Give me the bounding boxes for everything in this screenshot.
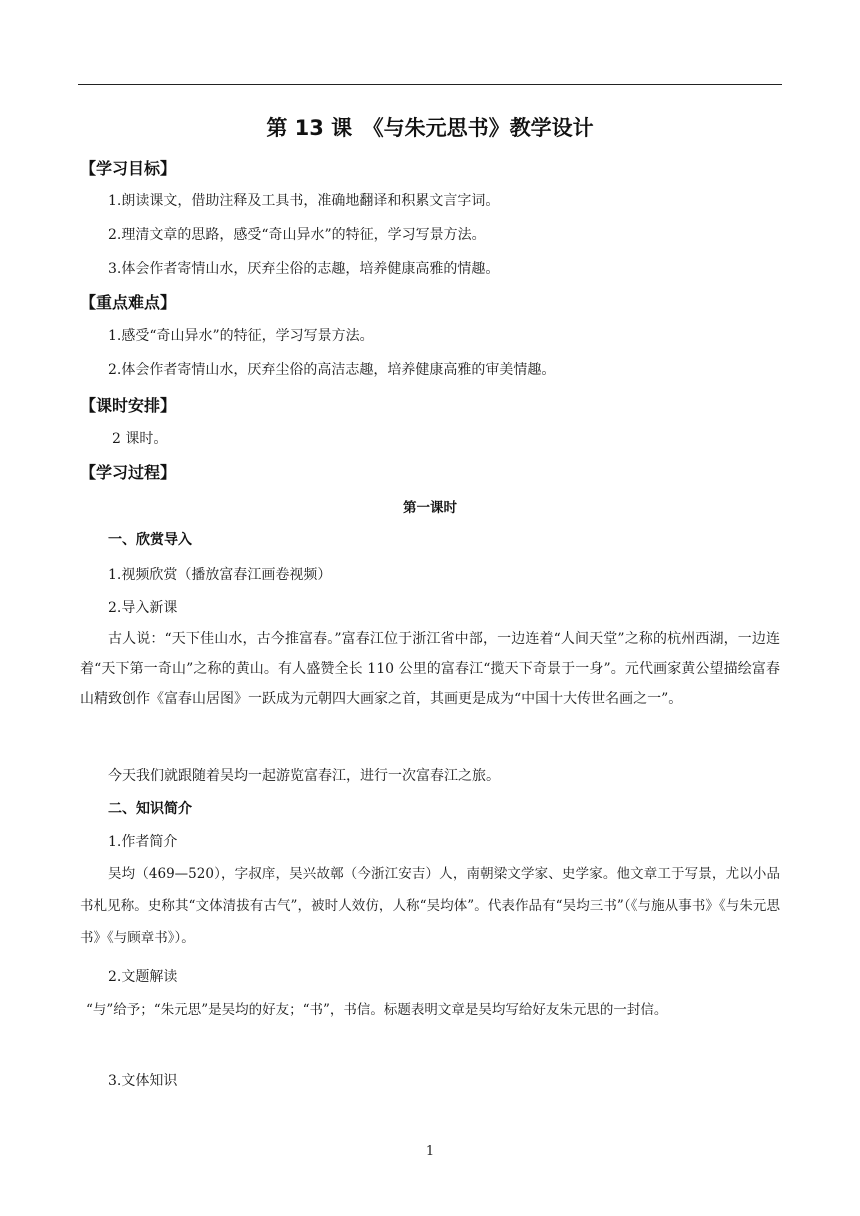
key-heading: 【重点难点】 [80, 293, 177, 312]
goals-heading: 【学习目标】 [80, 159, 177, 178]
part1-heading: 一、欣赏导入 [108, 532, 192, 548]
key-item-1: 1.感受“奇山异水”的特征，学习写景方法。 [108, 328, 374, 344]
title-paragraph: “与”给予；“朱元思”是吴均的好友；“书”，书信。标题表明文章是吴均写给好友朱元思的一封信。 [86, 1002, 668, 1018]
lesson-title: 第一课时 [403, 500, 457, 516]
process-heading: 【学习过程】 [80, 463, 177, 482]
header-rule [78, 84, 782, 85]
goal-item-1: 1.朗读课文，借助注释及工具书，准确地翻译和积累文言字词。 [108, 193, 500, 209]
key-item-2: 2.体会作者寄情山水，厌弃尘俗的高洁志趣，培养健康高雅的审美情趣。 [108, 362, 556, 378]
document-title: 第 13 课 《与朱元思书》教学设计 [266, 116, 594, 140]
goal-item-2: 2.理清文章的思路，感受“奇山异水”的特征，学习写景方法。 [108, 227, 486, 243]
schedule-text: 2 课时。 [112, 431, 168, 447]
part1-item-2: 2.导入新课 [108, 600, 178, 616]
intro-paragraph-2: 今天我们就跟随着吴均一起游览富春江，进行一次富春江之旅。 [108, 768, 500, 784]
goal-item-3: 3.体会作者寄情山水，厌弃尘俗的志趣，培养健康高雅的情趣。 [108, 261, 500, 277]
page-number: 1 [425, 1144, 435, 1159]
schedule-heading: 【课时安排】 [80, 396, 177, 415]
part2-item-3: 3.文体知识 [108, 1073, 178, 1089]
author-paragraph: 吴均（469—520），字叔庠，吴兴故鄣（今浙江安吉）人，南朝梁文学家、史学家。他文章工于写景，尤以小品书札见称。史称其“文体清拔有古气”，被时人效仿，人称“吴均体”。代表作品有“吴均三书”（《与施从事书》《与朱元思书》《与顾章书》）。 [80, 866, 780, 946]
part1-item-1: 1.视频欣赏（播放富春江画卷视频） [108, 567, 332, 583]
part2-item-2: 2.文题解读 [108, 969, 178, 985]
intro-paragraph: 古人说：“天下佳山水，古今推富春。”富春江位于浙江省中部，一边连着“人间天堂”之称的杭州西湖，一边连着“天下第一奇山”之称的黄山。有人盛赞全长 110 公里的富春江“揽天下奇景于一身”。元代画家黄公望描绘富春山精致创作《富春山居图》一跃成为元朝四大画家之首，其画更是成为“中国十大传世名画之一”。 [80, 631, 780, 707]
part2-heading: 二、知识简介 [108, 801, 192, 817]
part2-item-1: 1.作者简介 [108, 834, 178, 850]
